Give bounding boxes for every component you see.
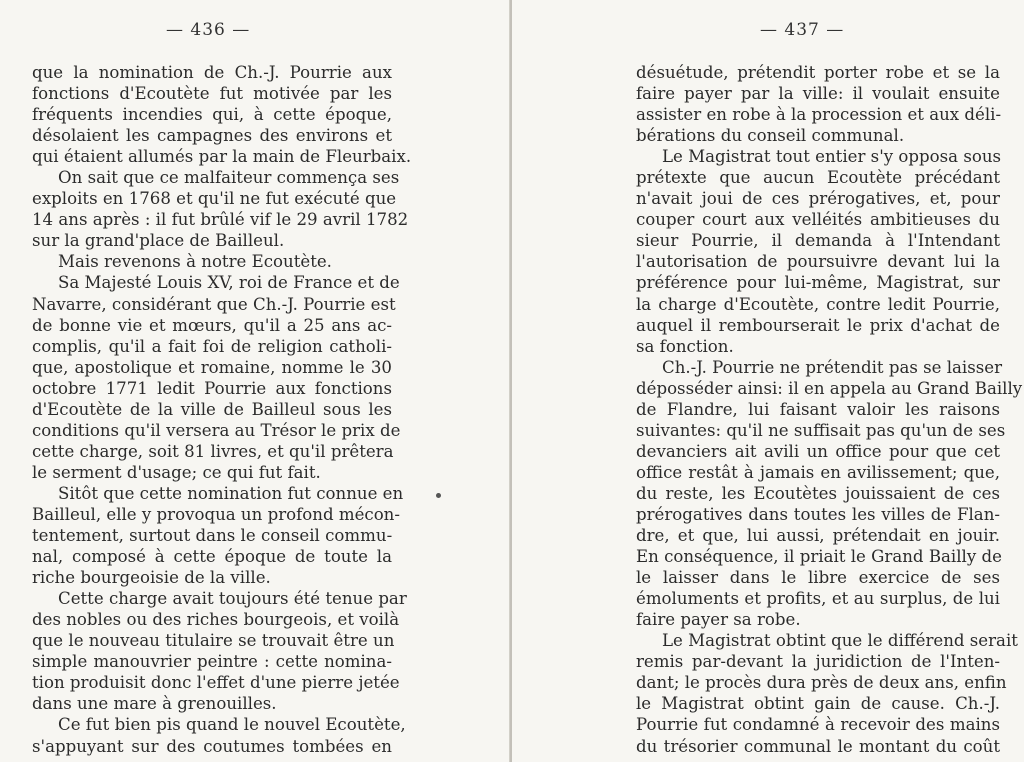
text-line: Sa Majesté Louis XV, roi de France et de xyxy=(58,273,400,293)
text-line: On sait que ce malfaiteur commença ses xyxy=(58,168,400,188)
text-line: dant; le procès dura près de deux ans, enfin xyxy=(636,673,1007,693)
text-line: que le nouveau titulaire se trouvait être un xyxy=(32,631,395,651)
text-line: Ch.-J. Pourrie ne prétendit pas se laisser xyxy=(662,357,1003,377)
text-line: devanciers ait avili un office pour que cet xyxy=(636,441,1000,461)
text-line: fréquents incendies qui, à cette époque, xyxy=(32,105,392,125)
text-line: fonctions d'Ecoutète fut motivée par les xyxy=(32,84,392,104)
text-line: sa fonction. xyxy=(636,336,734,356)
text-line: Mais revenons à notre Ecoutète. xyxy=(58,252,332,272)
text-line: le laisser dans le libre exercice de ses xyxy=(636,568,1000,588)
text-line: cette charge, soit 81 livres, et qu'il prêtera xyxy=(32,441,394,461)
ink-dot-mark xyxy=(436,493,441,498)
text-line: bérations du conseil communal. xyxy=(636,126,905,146)
text-line: sur la grand'place de Bailleul. xyxy=(32,231,285,251)
text-line: du trésorier communal le montant du coût xyxy=(636,736,1000,756)
text-line: le serment d'usage; ce qui fut fait. xyxy=(32,462,321,482)
text-line: sieur Pourrie, il demanda à l'Intendant xyxy=(636,231,1000,251)
text-line: dre, et que, lui aussi, prétendait en jouir. xyxy=(636,526,1000,546)
text-line: préférence pour lui-même, Magistrat, sur xyxy=(636,273,1000,293)
text-line: suivantes: qu'il ne suffisait pas qu'un de ses xyxy=(636,420,1006,440)
text-line: du reste, les Ecoutètes jouissaient de ces xyxy=(636,483,1000,503)
text-line: que, apostolique et romaine, nomme le 30 xyxy=(32,357,392,377)
text-line: Navarre, considérant que Ch.-J. Pourrie est xyxy=(32,294,396,314)
text-line: exploits en 1768 et qu'il ne fut exécuté que xyxy=(32,189,397,209)
text-line: couper court aux velléités ambitieuses du xyxy=(636,210,1000,230)
text-line: Ce fut bien pis quand le nouvel Ecoutète, xyxy=(58,715,406,735)
right-page-text xyxy=(636,62,1023,757)
text-line: Pourrie fut condamné à recevoir des mains xyxy=(636,715,1000,735)
text-line: désuétude, prétendit porter robe et se la xyxy=(636,63,1000,82)
text-line: Cette charge avait toujours été tenue par xyxy=(58,589,407,609)
left-page-text xyxy=(32,62,412,757)
text-line: désolaient les campagnes des environs et xyxy=(32,126,392,146)
text-line: émoluments et profits, et au surplus, de lui xyxy=(636,589,1000,609)
left-page xyxy=(0,0,510,762)
text-line: auquel il rembourserait le prix d'achat de xyxy=(636,315,1000,335)
text-line: tion produisit donc l'effet d'une pierre jetée xyxy=(32,673,400,693)
text-line: faire payer sa robe. xyxy=(636,610,801,630)
page-number-right: — 437 — xyxy=(760,20,845,40)
text-line: conditions qu'il versera au Trésor le prix de xyxy=(32,420,401,440)
text-line: remis par-devant la juridiction de l'Inten- xyxy=(636,652,1000,672)
text-line: 14 ans après : il fut brûlé vif le 29 avril 1782 xyxy=(32,210,409,230)
text-line: office restât à jamais en avilissement; que, xyxy=(636,462,1000,482)
text-line: prérogatives dans toutes les villes de Flan- xyxy=(636,504,1000,524)
text-line: de bonne vie et mœurs, qu'il a 25 ans ac- xyxy=(32,315,392,335)
text-line: Le Magistrat tout entier s'y opposa sous xyxy=(662,147,1002,167)
text-line: faire payer par la ville: il voulait ensuite xyxy=(636,84,1000,104)
text-line: l'autorisation de poursuivre devant lui la xyxy=(636,252,1000,272)
text-line: Sitôt que cette nomination fut connue en xyxy=(58,483,404,503)
right-page xyxy=(512,0,1024,762)
text-line: de Flandre, lui faisant valoir les raisons xyxy=(636,399,1000,419)
text-line: qui étaient allumés par la main de Fleurbaix. xyxy=(32,147,412,167)
text-line: nal, composé à cette époque de toute la xyxy=(32,547,392,567)
text-line: déposséder ainsi: il en appela au Grand Bailly xyxy=(636,378,1023,398)
text-line: n'avait joui de ces prérogatives, et, pour xyxy=(636,189,1000,209)
text-line: le Magistrat obtint gain de cause. Ch.-J. xyxy=(636,694,1000,714)
text-line: dans une mare à grenouilles. xyxy=(32,694,277,714)
text-line: prétexte que aucun Ecoutète précédant xyxy=(636,168,1000,188)
text-line: d'Ecoutète de la ville de Bailleul sous les xyxy=(32,399,392,419)
text-line: s'appuyant sur des coutumes tombées en xyxy=(32,736,392,756)
text-line: simple manouvrier peintre : cette nomina- xyxy=(32,652,392,672)
text-line: Bailleul, elle y provoqua un profond mécon- xyxy=(32,504,400,524)
text-line: En conséquence, il priait le Grand Bailly de xyxy=(636,547,1002,567)
text-line: assister en robe à la procession et aux déli- xyxy=(636,105,1002,125)
text-line: octobre 1771 ledit Pourrie aux fonctions xyxy=(32,378,392,398)
text-line: la charge d'Ecoutète, contre ledit Pourrie, xyxy=(636,294,1000,314)
text-line: que la nomination de Ch.-J. Pourrie aux xyxy=(32,63,392,82)
text-line: des nobles ou des riches bourgeois, et voilà xyxy=(32,610,400,630)
text-line: riche bourgeoisie de la ville. xyxy=(32,568,271,588)
text-line: Le Magistrat obtint que le différend serait xyxy=(662,631,1018,651)
page-number-left: — 436 — xyxy=(166,20,251,40)
text-line: complis, qu'il a fait foi de religion catholi- xyxy=(32,336,392,356)
text-line: tentement, surtout dans le conseil commu- xyxy=(32,526,393,546)
